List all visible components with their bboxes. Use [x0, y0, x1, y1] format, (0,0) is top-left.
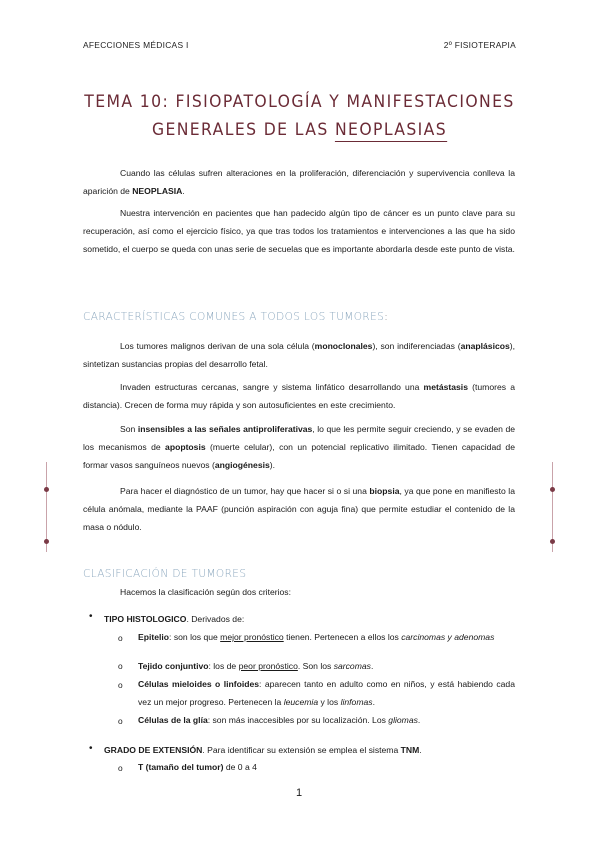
- header-left: AFECCIONES MÉDICAS I: [83, 40, 189, 50]
- sub-item-conjuntivo: Tejido conjuntivo: los de peor pronóstico. Son los sarcomas.: [138, 661, 374, 671]
- margin-dot-left-top: [44, 487, 49, 492]
- title-line-2-b: NEOPLASIAS: [334, 120, 448, 140]
- characteristics-paragraph-1: Los tumores malignos derivan de una sola célula (monoclonales), son indiferenciadas (anaplásicos), sintetizan sustancias propias del desarrollo fetal.: [83, 341, 516, 369]
- sub-item-glia: Células de la glía: son más inaccesibles por su localización. Los gliomas.: [138, 715, 421, 725]
- title-line-2-a: GENERALES DE LAS: [151, 120, 335, 140]
- intro-paragraph-2: Nuestra intervención en pacientes que han padecido algún tipo de cáncer es un punto clave para su recuperación, así como el ejercicio físico, ya que tras todos los tratamientos e intervenciones a las que ha sido sometido, el cuerpo se queda con unas serie de secuelas que es importante abordarla desde este punto de vista.: [83, 208, 515, 254]
- page-number: 1: [296, 787, 303, 799]
- bullet-histologic-text: TIPO HISTOLOGICO. Derivados de:: [104, 614, 245, 624]
- characteristics-paragraph-2: Invaden estructuras cercanas, sangre y sistema linfático desarrollando una metástasis (tumores a distancia). Crecen de forma muy rápida y son autosuficientes en este crecimiento.: [83, 382, 515, 410]
- title-line-1: TEMA 10: FISIOPATOLOGÍA Y MANIFESTACIONES: [84, 92, 515, 112]
- classification-intro: Hacemos la clasificación según dos criterios:: [120, 587, 291, 597]
- sub-marker-glia: o: [118, 716, 123, 726]
- bullet-histologic: •: [89, 611, 93, 622]
- section-heading-characteristics: CARACTERÍSTICAS COMUNES A TODOS LOS TUMORES:: [83, 311, 389, 323]
- section-heading-classification: CLASIFICACIÓN DE TUMORES: [83, 568, 247, 580]
- bullet-extension-text: GRADO DE EXTENSIÓN. Para identificar su extensión se emplea el sistema TNM.: [104, 745, 422, 755]
- bullet-extension: •: [89, 743, 93, 754]
- sub-item-tnm-t: T (tamaño del tumor) de 0 a 4: [138, 762, 257, 772]
- margin-dot-right-bottom: [550, 539, 555, 544]
- sub-marker-tnm-t: o: [118, 763, 123, 773]
- title-line-2: [24, 120, 575, 140]
- sub-marker-mieloides: o: [118, 680, 123, 690]
- sub-item-mieloides: Células mieloides o linfoides: aparecen tanto en adulto como en niños, y está habiendo cada vez un mejor progreso. Pertenecen la leucemia y los linfomas.: [138, 679, 515, 707]
- sub-item-epitelio: Epitelio: son los que mejor pronóstico tienen. Pertenecen a ellos los carcinomas y adenomas: [138, 632, 495, 642]
- characteristics-paragraph-3: Son insensibles a las señales antiproliferativas, lo que les permite seguir creciendo, y se evaden de los mecanismos de apoptosis (muerte celular), con un potencial replicativo ilimitado. Tienen capacidad de formar vasos sanguíneos nuevos (angiogénesis).: [83, 424, 515, 470]
- sub-marker-conjuntivo: o: [118, 661, 123, 671]
- sub-marker-epitelio: o: [118, 633, 123, 643]
- margin-dot-right-top: [550, 487, 555, 492]
- header-right: 2º FISIOTERAPIA: [443, 40, 516, 50]
- intro-paragraph-1: Cuando las células sufren alteraciones en la proliferación, diferenciación y supervivencia conlleva la aparición de NEOPLASIA.: [83, 168, 515, 196]
- margin-dot-left-bottom: [44, 539, 49, 544]
- characteristics-paragraph-4: Para hacer el diagnóstico de un tumor, hay que hacer si o si una biopsia, ya que pone en manifiesto la célula anómala, mediante la PAAF (punción aspiración con aguja fina) que permite estudiar el contenido de la masa o nódulo.: [83, 486, 515, 532]
